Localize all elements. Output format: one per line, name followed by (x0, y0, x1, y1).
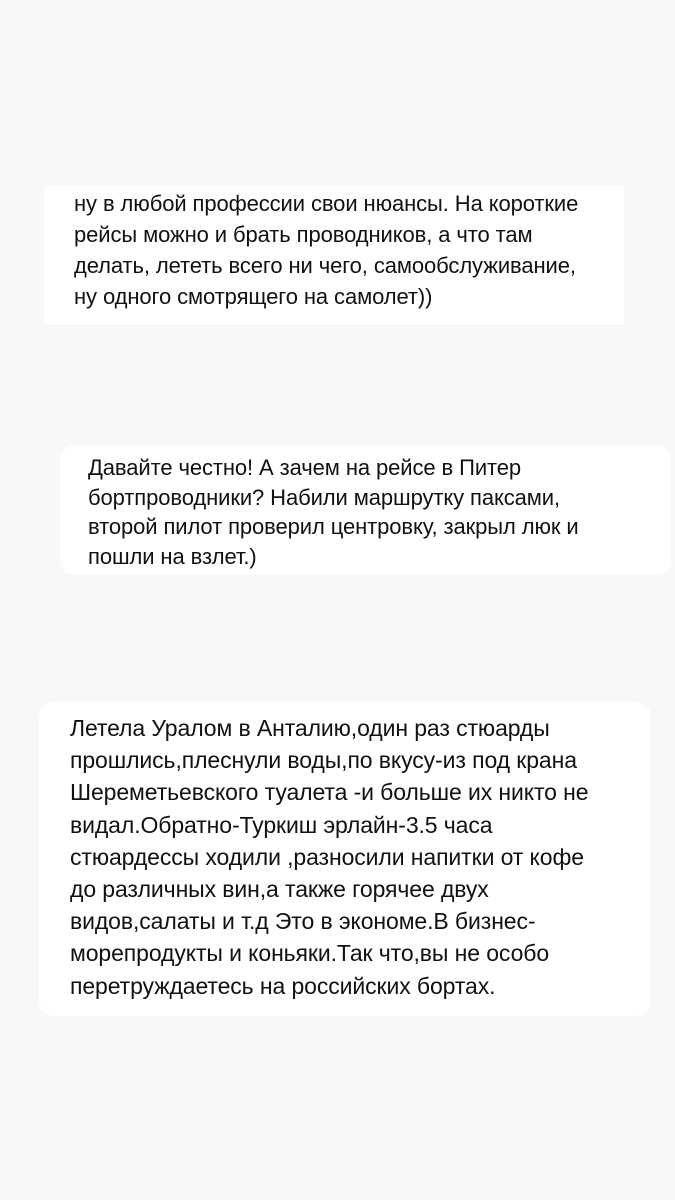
comment-text: Летела Уралом в Анталию,один раз стюарды прошлись,плеснули воды,по вкусу-из под крана Шереметьевского туалета -и больше их никто не видал.Обратно-Туркиш эрлайн-3.5 часа стюардессы ходили ,разносили напитки от кофе до различных вин,а также горячее двух видов,салаты и т.д Это в экономе.В бизнес- морепродукты и коньяки.Так что,вы не особо перетруждаетесь на российских бортах. (70, 715, 589, 999)
comment-text: ну в любой профессии свои нюансы. На короткие рейсы можно и брать проводников, а что там делать, лететь всего ни чего, самообслуживание, ну одного смотрящего на самолет)) (74, 191, 579, 309)
comment-text: Давайте честно! А зачем на рейсе в Питер бортпроводники? Набили маршрутку паксами, второй пилот проверил центровку, закрыл люк и пошли на взлет.) (88, 455, 579, 569)
comment-card-1 (44, 186, 624, 324)
comment-card-2 (60, 445, 671, 575)
comment-card-3 (39, 702, 651, 1016)
